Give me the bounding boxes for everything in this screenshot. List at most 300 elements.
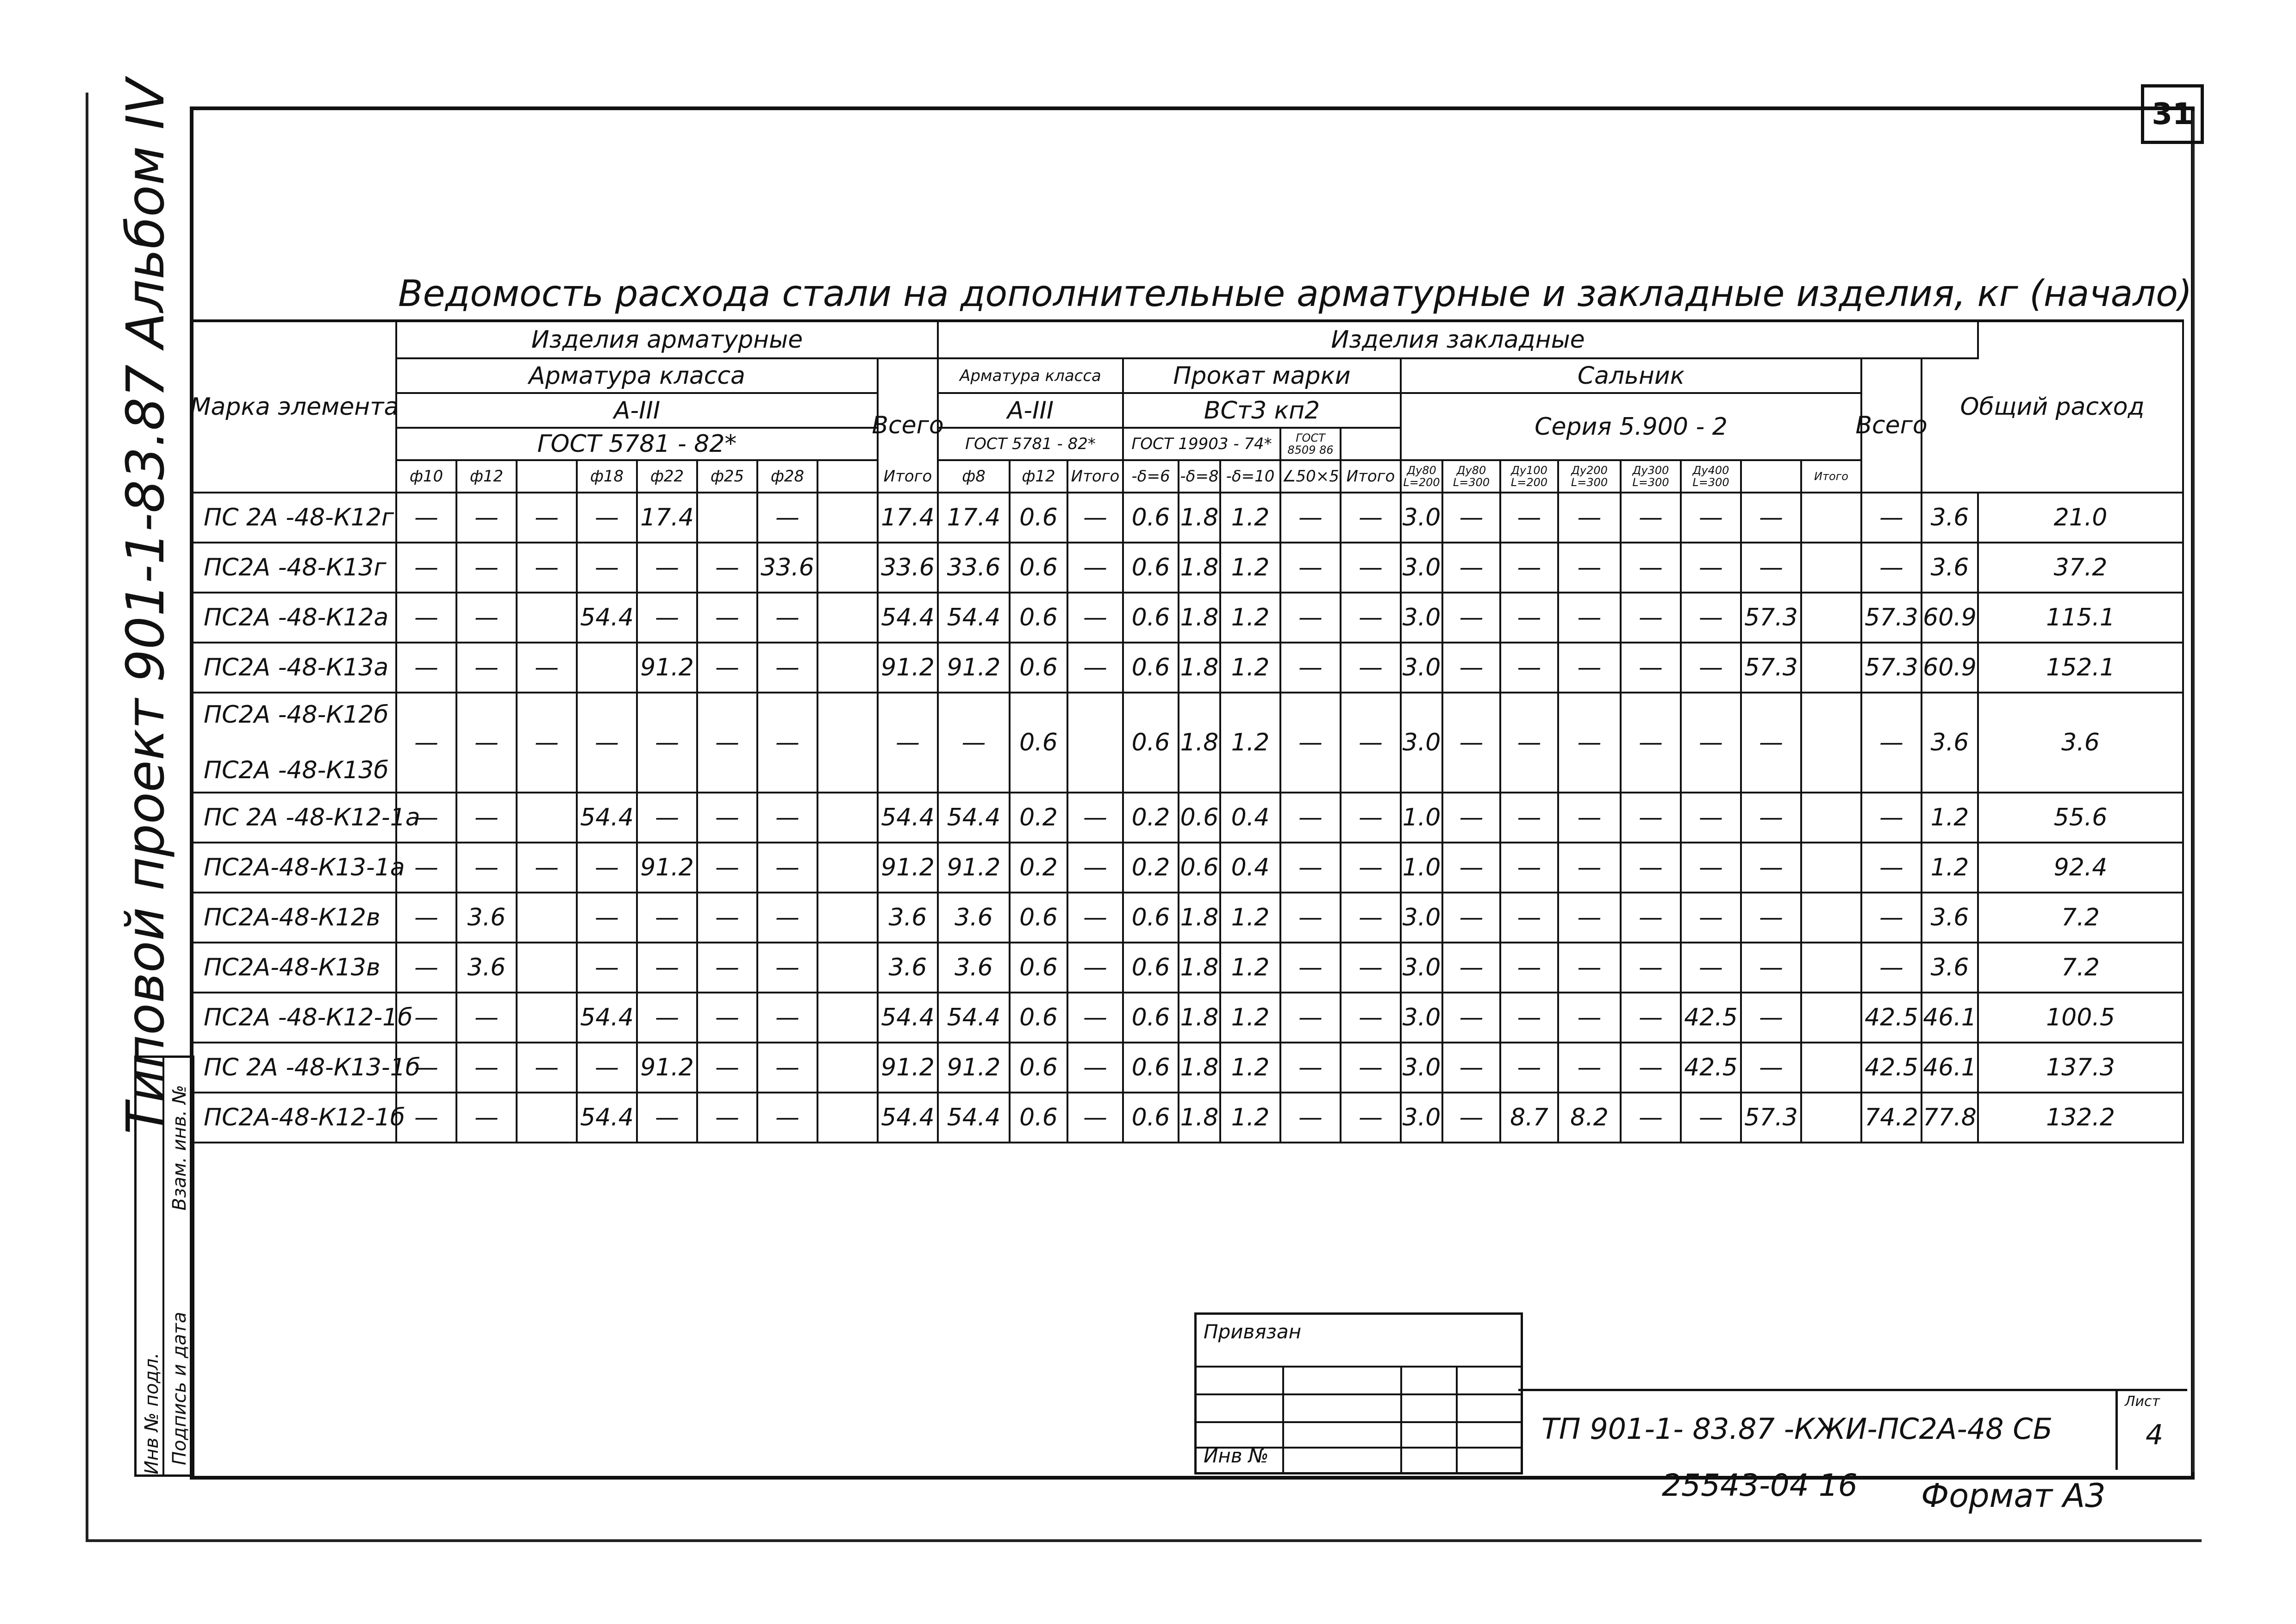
header-gost8509: ГОСТ 8509 86 [1281, 429, 1341, 461]
table-cell: 1.8 [1179, 993, 1221, 1043]
table-cell: — [1443, 943, 1501, 993]
subheader-salnik: Ду400 L=300 [1682, 461, 1742, 493]
table-cell: — [1622, 693, 1682, 793]
table-cell: — [1068, 1093, 1124, 1143]
table-cell: — [758, 993, 818, 1043]
table-cell: — [397, 943, 457, 993]
table-cell: — [397, 1043, 457, 1093]
table-cell: — [397, 843, 457, 893]
sheet-label: Лист [2125, 1393, 2160, 1410]
table-cell: 0.6 [1011, 893, 1068, 943]
table-cell: — [1682, 893, 1742, 943]
table-cell: — [1443, 593, 1501, 643]
table-cell: 54.4 [879, 793, 939, 843]
table-cell: 3.6 [457, 943, 518, 993]
table-cell: — [1559, 793, 1622, 843]
table-cell: — [1281, 893, 1341, 943]
table-cell: — [758, 693, 818, 793]
header-salnik: Сальник [1402, 359, 1862, 394]
table-cell: — [1443, 993, 1501, 1043]
table-cell: — [1501, 643, 1559, 693]
table-cell: — [578, 1043, 638, 1093]
row-marka [193, 693, 397, 793]
table-cell: — [1682, 943, 1742, 993]
table-cell: — [1682, 843, 1742, 893]
row-marka [193, 893, 397, 943]
table-cell: 33.6 [939, 543, 1011, 593]
table-cell: — [1281, 993, 1341, 1043]
table-cell: — [638, 1093, 698, 1143]
table-cell: 3.0 [1402, 543, 1443, 593]
table-cell: 57.3 [1742, 1093, 1802, 1143]
table-cell: 0.6 [1011, 493, 1068, 543]
table-cell [1802, 893, 1862, 943]
table-cell: — [1281, 693, 1341, 793]
table-cell: 1.0 [1402, 793, 1443, 843]
subheader-prokat: -δ=10 [1221, 461, 1281, 493]
table-cell: — [1501, 893, 1559, 943]
table-cell: 1.8 [1179, 943, 1221, 993]
table-cell: — [1341, 493, 1402, 543]
table-cell: — [1501, 993, 1559, 1043]
table-cell: — [1742, 543, 1802, 593]
row-marka [193, 543, 397, 593]
table-cell: — [578, 493, 638, 543]
header-gost5781-zakl: ГОСТ 5781 - 82* [939, 429, 1124, 461]
table-cell: — [1682, 543, 1742, 593]
table-cell: 91.2 [638, 643, 698, 693]
table-cell: 54.4 [578, 1093, 638, 1143]
table-cell: — [1068, 493, 1124, 543]
table-cell: — [1281, 643, 1341, 693]
table-cell [698, 493, 758, 543]
table-cell: 0.2 [1124, 793, 1179, 843]
table-cell: — [1443, 1093, 1501, 1143]
table-cell [818, 893, 879, 943]
table-cell: — [879, 693, 939, 793]
subheader-arm: ф25 [698, 461, 758, 493]
table-cell [578, 643, 638, 693]
table-cell: — [457, 693, 518, 793]
table-cell [818, 1043, 879, 1093]
table-cell: 3.6 [939, 943, 1011, 993]
table-cell: 0.6 [1124, 643, 1179, 693]
table-cell: — [758, 943, 818, 993]
subheader-arm: ф18 [578, 461, 638, 493]
table-cell: — [1559, 993, 1622, 1043]
document-code: ТП 901-1- 83.87 -КЖИ-ПС2А-48 СБ [1541, 1412, 2053, 1446]
table-cell: — [1341, 693, 1402, 793]
table-cell: — [1682, 693, 1742, 793]
table-cell: 1.2 [1221, 893, 1281, 943]
table-cell: — [758, 843, 818, 893]
table-cell: 3.0 [1402, 893, 1443, 943]
subheader-arm [818, 461, 879, 493]
table-cell: 54.4 [939, 1093, 1011, 1143]
table-cell: 0.2 [1011, 793, 1068, 843]
table-cell: 0.6 [1011, 593, 1068, 643]
table-cell: — [1501, 593, 1559, 643]
table-cell: 33.6 [879, 543, 939, 593]
row-marka [193, 1093, 405, 1143]
table-cell: 0.6 [1124, 543, 1179, 593]
table-cell: — [698, 843, 758, 893]
table-cell: — [638, 893, 698, 943]
table-cell: — [1682, 1093, 1742, 1143]
marka-text: ПС 2А -48-К13-1б [204, 1054, 420, 1081]
table-cell: 1.8 [1179, 543, 1221, 593]
table-cell: 0.4 [1221, 843, 1281, 893]
table-cell [818, 993, 879, 1043]
table-cell: — [1341, 793, 1402, 843]
header-vsego: Всего [879, 359, 939, 493]
marka-text: ПС2А -48-К12а [204, 604, 389, 631]
table-cell: 3.0 [1402, 693, 1443, 793]
table-cell: 91.2 [879, 643, 939, 693]
tb-rule [1197, 1393, 1521, 1395]
table-cell: 54.4 [578, 593, 638, 643]
table-cell: 0.6 [1011, 1043, 1068, 1093]
table-cell: 91.2 [879, 1043, 939, 1093]
table-cell: 3.6 [1922, 893, 1979, 943]
table-cell: 1.2 [1221, 593, 1281, 643]
table-cell: — [1501, 1043, 1559, 1093]
table-cell [1802, 593, 1862, 643]
table-cell [818, 543, 879, 593]
table-cell: — [698, 643, 758, 693]
table-cell: 1.2 [1221, 943, 1281, 993]
table-cell: 1.8 [1179, 693, 1221, 793]
table-cell: 3.6 [879, 893, 939, 943]
table-cell: — [1862, 843, 1922, 893]
table-cell: — [1622, 943, 1682, 993]
table-cell: — [457, 543, 518, 593]
table-cell: — [1281, 793, 1341, 843]
header-arm-klassa: Арматура класса [397, 359, 879, 394]
table-cell: — [698, 943, 758, 993]
table-cell [818, 1093, 879, 1143]
table-cell: 3.6 [1922, 543, 1979, 593]
table-cell: — [397, 643, 457, 693]
table-cell: — [1443, 843, 1501, 893]
table-cell: — [1281, 1093, 1341, 1143]
table-cell: 3.6 [939, 893, 1011, 943]
table-cell: 0.6 [1124, 943, 1179, 993]
table-cell: 1.2 [1922, 793, 1979, 843]
marka-text: ПС2А -48-К13а [204, 654, 389, 681]
table-cell: 7.2 [1979, 893, 2184, 943]
header-izd-zakl: Изделия закладные [939, 322, 1979, 359]
table-cell: 54.4 [578, 993, 638, 1043]
row-marka [193, 843, 405, 893]
header-a3: A-III [397, 394, 879, 429]
table-cell: 0.6 [1124, 993, 1179, 1043]
table-cell [1802, 793, 1862, 843]
table-cell: — [1281, 543, 1341, 593]
table-cell: 42.5 [1682, 1043, 1742, 1093]
inv-no-label: Инв № [1204, 1444, 1269, 1467]
subheader-salnik: Ду80 L=300 [1443, 461, 1501, 493]
table-cell: 3.0 [1402, 1043, 1443, 1093]
table-cell: 1.2 [1922, 843, 1979, 893]
stamp-label-replace: Взам. инв. № [169, 1085, 190, 1211]
table-cell: — [1068, 1043, 1124, 1093]
table-cell: — [1559, 493, 1622, 543]
table-cell: 0.6 [1011, 643, 1068, 693]
table-cell: — [1341, 993, 1402, 1043]
subheader-salnik: Ду100 L=200 [1501, 461, 1559, 493]
table-cell: 1.2 [1221, 543, 1281, 593]
table-cell: — [638, 993, 698, 1043]
table-cell: 17.4 [638, 493, 698, 543]
table-cell [818, 693, 879, 793]
table-cell [518, 1093, 578, 1143]
table-cell: 3.6 [1922, 493, 1979, 543]
table-cell [1802, 643, 1862, 693]
sheet-title: Ведомость расхода стали на дополнительные арматурные и закладные изделия, кг (начало) [398, 273, 2192, 315]
table-cell: — [397, 993, 457, 1043]
table-cell: — [1742, 693, 1802, 793]
table-cell: 17.4 [939, 493, 1011, 543]
tb-rule [1456, 1366, 1458, 1472]
table-cell: 1.8 [1179, 643, 1221, 693]
table-cell: — [939, 693, 1011, 793]
subheader-arm: ф22 [638, 461, 698, 493]
marka-text: ПС2А -48-К13г [204, 554, 387, 581]
table-cell: — [1341, 1093, 1402, 1143]
table-cell: 54.4 [879, 1093, 939, 1143]
table-cell: — [1862, 693, 1922, 793]
table-cell: — [1559, 893, 1622, 943]
subheader-zakl: ф8 [939, 461, 1011, 493]
header-arm-klassa-zakl: Арматура класса [939, 359, 1124, 394]
table-cell [1802, 1093, 1862, 1143]
table-cell [1802, 843, 1862, 893]
sheet-number: 4 [2146, 1419, 2164, 1451]
table-cell: — [698, 793, 758, 843]
subheader-prokat: -δ=8 [1179, 461, 1221, 493]
table-cell: 0.6 [1011, 943, 1068, 993]
header-seriya: Серия 5.900 - 2 [1402, 394, 1862, 461]
marka-text: ПС2А -48-К13б [204, 756, 389, 784]
table-cell: — [1559, 593, 1622, 643]
table-cell: 55.6 [1979, 793, 2184, 843]
table-cell: — [397, 543, 457, 593]
table-cell: 54.4 [939, 993, 1011, 1043]
table-cell: — [1622, 843, 1682, 893]
table-cell: — [1341, 893, 1402, 943]
table-cell: — [1068, 593, 1124, 643]
table-cell [1802, 993, 1862, 1043]
table-cell [1802, 693, 1862, 793]
row-marka [193, 793, 420, 843]
steel-consumption-table [190, 319, 2184, 1181]
subheader-arm: ф10 [397, 461, 457, 493]
row-marka [193, 943, 397, 993]
row-marka [193, 643, 397, 693]
table-cell: — [1443, 693, 1501, 793]
table-cell: — [1443, 643, 1501, 693]
table-cell: — [1068, 993, 1124, 1043]
table-cell: — [518, 543, 578, 593]
table-cell [818, 843, 879, 893]
table-cell: — [1281, 943, 1341, 993]
table-cell: 0.6 [1124, 693, 1179, 793]
table-cell: — [758, 1093, 818, 1143]
table-cell: 0.4 [1221, 793, 1281, 843]
subheader-salnik: Ду80 L=200 [1402, 461, 1443, 493]
table-cell: 3.6 [1922, 943, 1979, 993]
left-stamp [134, 1056, 194, 1477]
table-cell: 54.4 [879, 593, 939, 643]
table-cell: — [1281, 843, 1341, 893]
table-cell: 3.6 [1922, 693, 1979, 793]
table-cell: 1.8 [1179, 893, 1221, 943]
tb-rule [1197, 1421, 1521, 1423]
table-cell: — [758, 493, 818, 543]
privyazan-label: Привязан [1204, 1320, 1302, 1343]
subheader-arm: ф12 [457, 461, 518, 493]
table-cell: — [1742, 943, 1802, 993]
row-marka [193, 993, 413, 1043]
table-cell: — [1862, 493, 1922, 543]
table-cell: — [1341, 1043, 1402, 1093]
table-cell: — [1341, 943, 1402, 993]
table-cell: — [1501, 543, 1559, 593]
table-cell [818, 943, 879, 993]
table-cell: 3.6 [457, 893, 518, 943]
header-vsego-zakl: Всего [1862, 359, 1922, 493]
marka-text: ПС 2А -48-К12-1а [204, 804, 420, 831]
row-marka [193, 1043, 420, 1093]
table-cell: 3.0 [1402, 643, 1443, 693]
row-marka [193, 593, 397, 643]
table-cell: 42.5 [1862, 993, 1922, 1043]
tb-rule [1197, 1366, 1521, 1368]
table-cell: 0.6 [1124, 593, 1179, 643]
subheader-arm [518, 461, 578, 493]
header-a3-zakl: A-III [939, 394, 1124, 429]
table-cell: — [1068, 843, 1124, 893]
marka-text: ПС2А -48-К12-1б [204, 1004, 413, 1031]
marka-text: ПС 2А -48-К12г [204, 504, 394, 531]
table-cell: — [1742, 893, 1802, 943]
header-blank [1341, 429, 1402, 461]
table-cell: 1.2 [1221, 693, 1281, 793]
table-cell: 57.3 [1742, 593, 1802, 643]
table-cell: — [698, 893, 758, 943]
table-cell: — [1068, 643, 1124, 693]
table-cell: 60.9 [1922, 643, 1979, 693]
table-cell: — [1501, 843, 1559, 893]
table-cell: — [1682, 593, 1742, 643]
table-cell: — [1682, 643, 1742, 693]
header-prokat: Прокат марки [1124, 359, 1402, 394]
table-cell: 7.2 [1979, 943, 2184, 993]
table-cell: — [1682, 493, 1742, 543]
format-label: Формат А3 [1921, 1477, 2106, 1515]
table-cell: 1.2 [1221, 1093, 1281, 1143]
table-cell: 74.2 [1862, 1093, 1922, 1143]
table-cell: — [397, 693, 457, 793]
table-cell: 21.0 [1979, 493, 2184, 543]
header-gost5781: ГОСТ 5781 - 82* [397, 429, 879, 461]
table-cell: 0.2 [1011, 843, 1068, 893]
table-cell [1802, 1043, 1862, 1093]
table-cell: — [457, 493, 518, 543]
table-cell: 42.5 [1862, 1043, 1922, 1093]
table-cell: 1.8 [1179, 1043, 1221, 1093]
marka-text: ПС2А -48-К12б [204, 701, 389, 729]
marka-text: ПС2А-48-К13в [204, 954, 381, 981]
table-cell: — [638, 793, 698, 843]
table-cell: — [638, 593, 698, 643]
table-cell: — [457, 843, 518, 893]
header-obshiy: Общий расход [1922, 322, 2184, 493]
table-cell: 3.0 [1402, 1093, 1443, 1143]
table-cell: — [1559, 543, 1622, 593]
table-cell: — [638, 943, 698, 993]
table-cell: — [1501, 693, 1559, 793]
table-cell: — [1862, 793, 1922, 843]
table-cell: 91.2 [638, 1043, 698, 1093]
table-cell: 0.6 [1124, 893, 1179, 943]
table-cell: — [1281, 493, 1341, 543]
table-cell: — [1742, 793, 1802, 843]
table-cell: — [1341, 843, 1402, 893]
table-cell: — [1622, 1043, 1682, 1093]
table-cell: 8.7 [1501, 1093, 1559, 1143]
stamp-label-sign: Подпись и дата [169, 1312, 190, 1465]
stamp-label-inv: Инв № подл. [141, 1352, 162, 1474]
table-cell: — [758, 893, 818, 943]
table-cell [518, 593, 578, 643]
table-cell: — [1622, 993, 1682, 1043]
table-cell: — [1622, 1093, 1682, 1143]
table-cell: — [1622, 893, 1682, 943]
table-cell: 3.0 [1402, 943, 1443, 993]
table-cell: — [1068, 793, 1124, 843]
table-cell: — [1622, 643, 1682, 693]
table-cell: 54.4 [578, 793, 638, 843]
table-cell: — [518, 493, 578, 543]
table-cell: — [1622, 793, 1682, 843]
table-cell: — [578, 943, 638, 993]
table-cell: — [1341, 643, 1402, 693]
table-cell: — [397, 593, 457, 643]
page-number: 31 [2141, 84, 2204, 144]
table-cell: — [1281, 593, 1341, 643]
table-cell: 1.2 [1221, 643, 1281, 693]
table-cell: — [1443, 543, 1501, 593]
table-cell: — [1068, 943, 1124, 993]
table-cell: 152.1 [1979, 643, 2184, 693]
table-cell: — [578, 543, 638, 593]
table-cell [818, 643, 879, 693]
table-cell: — [1742, 493, 1802, 543]
table-cell: — [1281, 1043, 1341, 1093]
table-cell: — [1559, 943, 1622, 993]
table-cell [818, 493, 879, 543]
table-cell: 1.8 [1179, 593, 1221, 643]
table-cell: — [518, 1043, 578, 1093]
marka-text: ПС2А-48-К12-1б [204, 1104, 405, 1131]
table-cell: 77.8 [1922, 1093, 1979, 1143]
table-cell: — [758, 643, 818, 693]
table-cell: 132.2 [1979, 1093, 2184, 1143]
table-cell: — [758, 1043, 818, 1093]
table-cell: 0.6 [1124, 493, 1179, 543]
